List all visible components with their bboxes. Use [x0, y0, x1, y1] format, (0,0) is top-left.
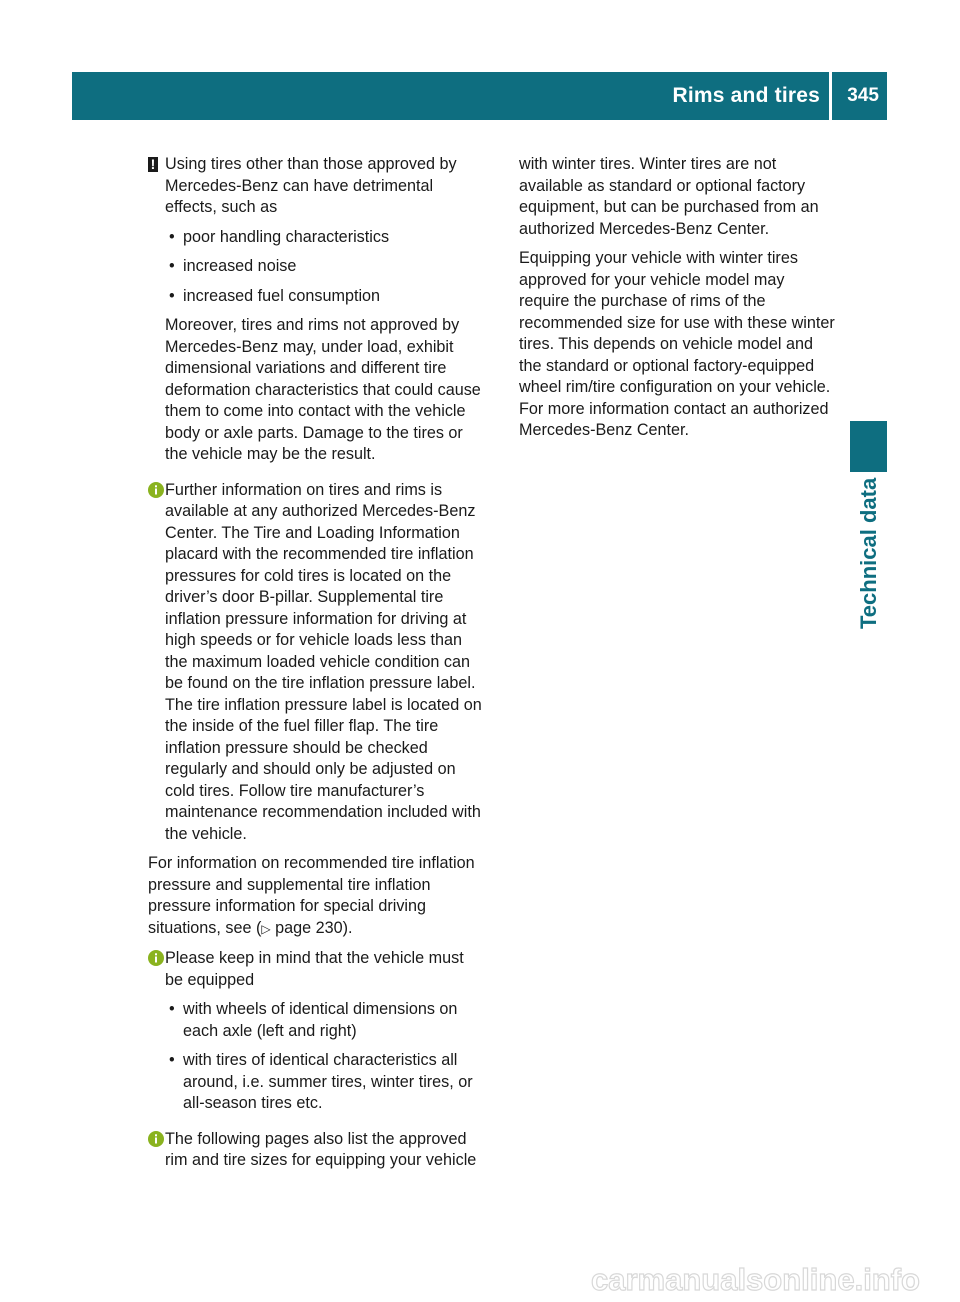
winter-tires-paragraph: with winter tires. Winter tires are not available as standard or optional factory equipment, but can be purchased from an authorized Mercedes-Benz Center. — [519, 155, 819, 238]
info-text: Further information on tires and rims is available at any authorized Mercedes-Benz Center. The Tire and Loading Information placard with the recommended tire inflation pressures for cold tires is located on the driver’s door B-pillar. Supplemental tire inflation pressure information for driving at high speeds or for vehicle loads less than the maximum loaded vehicle condition can be found on the tire inflation pressure label. The tire inflation pressure label is located on the inside of the fuel filler flap. The tire inflation pressure should be checked regularly and should only be adjusted on cold tires. Follow tire manufacturer’s maintenance recommendation included with the vehicle. — [165, 480, 482, 843]
info-text: Please keep in mind that the vehicle must be equipped — [165, 949, 464, 989]
info-icon — [148, 950, 164, 966]
list-item: • increased fuel consumption — [169, 286, 381, 305]
list-item: • with tires of identical characteristics all around, i.e. summer tires, winter tires, or all-season tires etc. — [169, 1051, 473, 1112]
side-tab-label: Technical data — [856, 478, 881, 630]
warning-exclamation-icon: ! — [148, 157, 158, 172]
warning-body: Moreover, tires and rims not approved by Mercedes-Benz may, under load, exhibit dimensional variations and different tire deformation characteristics that could cause them to come into contact with the vehicle body or axle parts. Damage to the tires or the vehicle may be the result. — [165, 316, 481, 463]
info-note-tires-rims — [148, 480, 485, 846]
info-text: The following pages also list the approved rim and tire sizes for equipping your vehicle — [165, 1129, 477, 1169]
info-icon — [148, 1131, 164, 1147]
header-divider — [829, 72, 832, 120]
info-note-approved-sizes — [148, 1129, 485, 1172]
list-item: • with wheels of identical dimensions on each axle (left and right) — [169, 1000, 458, 1040]
left-column — [148, 154, 485, 1180]
section-header-bar — [72, 72, 887, 120]
info-note-equipped — [148, 948, 485, 1115]
list-item: • poor handling characteristics — [169, 227, 390, 246]
equipped-bullet-list — [148, 999, 485, 1115]
warning-note — [148, 154, 485, 466]
winter-rims-paragraph: Equipping your vehicle with winter tires approved for your vehicle model may require the purchase of rims of the recommended size for use with these winter tires. This depends on vehicle model and the standard or optional factory-equipped wheel rim/tire configuration on your vehicle. For more information contact an authorized Mercedes-Benz Center. — [519, 249, 835, 439]
section-title: Rims and tires — [672, 84, 820, 107]
inflation-pressure-paragraph: For information on recommended tire inflation pressure and supplemental tire inflation pressure information for special driving situations, see (▷ page 230). — [148, 854, 475, 937]
list-item: • increased noise — [169, 257, 297, 275]
right-column — [519, 154, 837, 450]
page-reference: page 230). — [270, 918, 353, 937]
page-number: 345 — [847, 85, 879, 106]
page-reference-arrow-icon: ▷ — [261, 921, 271, 936]
warning-bullet-list — [148, 227, 485, 308]
info-icon — [148, 482, 164, 498]
warning-intro: Using tires other than those approved by Mercedes-Benz can have detrimental effects, such as — [165, 155, 457, 216]
side-tab-marker — [850, 421, 887, 472]
watermark-text: carmanualsonline.info — [590, 1262, 920, 1297]
